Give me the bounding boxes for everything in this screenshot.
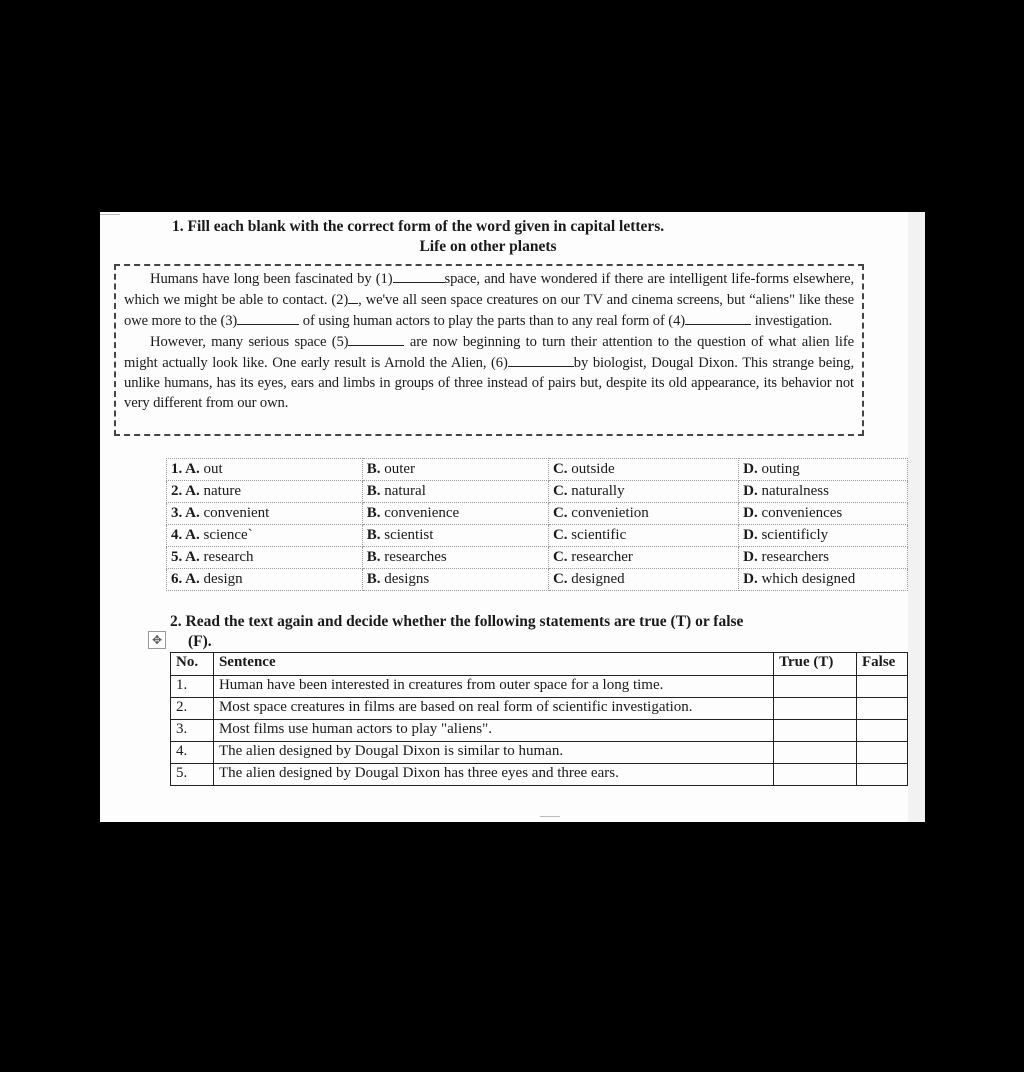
- table-row: [171, 742, 908, 764]
- option-text: scientific: [571, 527, 627, 543]
- option-label: D.: [743, 549, 758, 565]
- column-header-true: True (T): [774, 653, 857, 676]
- option-b: [362, 481, 548, 503]
- option-text: researchers: [761, 549, 829, 565]
- option-label: B.: [366, 505, 381, 521]
- row-number: 3.: [171, 720, 214, 742]
- option-label: C.: [552, 483, 568, 499]
- passage-paragraph-1: [124, 268, 854, 331]
- option-b: [362, 525, 548, 547]
- exercise2-heading-line2: (F).: [188, 633, 212, 650]
- option-text: naturalness: [761, 483, 829, 499]
- option-text: scientist: [384, 527, 434, 543]
- option-label: 3. A.: [171, 505, 200, 521]
- option-text: convenience: [384, 505, 460, 521]
- row-number: 4.: [171, 742, 214, 764]
- table-row: [171, 720, 908, 742]
- reading-passage: [114, 264, 864, 436]
- option-text: natural: [384, 483, 426, 499]
- option-row: [167, 525, 908, 547]
- passage-text: space, and have wondered if there are intelligent life-forms elsewhere, which we might be able to contact. (2): [124, 271, 854, 308]
- true-answer-cell[interactable]: [774, 764, 857, 786]
- true-answer-cell[interactable]: [774, 676, 857, 698]
- column-header-no: No.: [171, 653, 214, 676]
- option-a: [167, 525, 363, 547]
- row-number: 5.: [171, 764, 214, 786]
- option-text: science`: [203, 527, 253, 543]
- move-handle-icon[interactable]: ✥: [148, 631, 166, 649]
- statement-text: Most films use human actors to play "aliens".: [213, 720, 773, 742]
- blank-4: [685, 310, 751, 325]
- option-label: D.: [743, 483, 758, 499]
- option-d: [739, 547, 908, 569]
- option-row: [167, 503, 908, 525]
- option-label: 1. A.: [171, 461, 200, 477]
- option-label: B.: [366, 571, 381, 587]
- blank-5: [348, 331, 404, 346]
- option-c: [548, 569, 738, 591]
- option-label: C.: [552, 527, 568, 543]
- blank-2: [348, 289, 358, 304]
- option-text: scientificly: [761, 527, 829, 543]
- false-answer-cell[interactable]: [856, 764, 907, 786]
- option-label: C.: [552, 549, 568, 565]
- column-header-false: False: [856, 653, 907, 676]
- option-text: naturally: [571, 483, 625, 499]
- option-text: researches: [384, 549, 447, 565]
- passage-paragraph-2: [124, 331, 854, 413]
- option-a: [167, 503, 363, 525]
- exercise2-heading-line1: 2. Read the text again and decide whether the following statements are true (T) or false: [170, 613, 744, 630]
- exercise1-heading: 1. Fill each blank with the correct form of the word given in capital letters.: [172, 218, 665, 235]
- option-label: C.: [552, 461, 568, 477]
- passage-text: , we've all seen space creatures on our TV and cinema screens, but “aliens" like these owe more to the (3): [124, 292, 854, 329]
- option-d: [739, 525, 908, 547]
- option-label: B.: [366, 549, 381, 565]
- blank-3: [237, 310, 299, 325]
- row-number: 2.: [171, 698, 214, 720]
- table-row: [171, 698, 908, 720]
- option-text: researcher: [571, 549, 633, 565]
- option-d: [739, 503, 908, 525]
- option-d: [739, 569, 908, 591]
- passage-text: However, many serious space (5): [150, 334, 349, 350]
- option-label: B.: [366, 527, 381, 543]
- option-label: C.: [552, 571, 568, 587]
- option-a: [167, 459, 363, 481]
- passage-text: investigation.: [754, 313, 833, 329]
- option-c: [548, 547, 738, 569]
- statement-text: Most space creatures in films are based on real form of scientific investigation.: [213, 698, 773, 720]
- true-answer-cell[interactable]: [774, 698, 857, 720]
- option-text: out: [203, 461, 223, 477]
- option-text: convenient: [203, 505, 270, 521]
- document-page: [100, 212, 908, 822]
- option-label: 5. A.: [171, 549, 200, 565]
- option-label: 2. A.: [171, 483, 200, 499]
- option-row: [167, 547, 908, 569]
- table-row: [171, 676, 908, 698]
- statement-text: Human have been interested in creatures from outer space for a long time.: [213, 676, 773, 698]
- option-c: [548, 459, 738, 481]
- option-text: nature: [203, 483, 241, 499]
- statement-text: The alien designed by Dougal Dixon is similar to human.: [213, 742, 773, 764]
- option-label: 4. A.: [171, 527, 200, 543]
- option-text: research: [203, 549, 254, 565]
- true-answer-cell[interactable]: [774, 742, 857, 764]
- option-b: [362, 569, 548, 591]
- option-label: B.: [366, 483, 381, 499]
- option-c: [548, 503, 738, 525]
- page-corner-mark: [100, 214, 120, 215]
- option-label: D.: [743, 505, 758, 521]
- option-label: D.: [743, 571, 758, 587]
- option-a: [167, 569, 363, 591]
- option-text: design: [203, 571, 243, 587]
- option-label: C.: [552, 505, 568, 521]
- option-text: designed: [571, 571, 625, 587]
- false-answer-cell[interactable]: [856, 742, 907, 764]
- option-c: [548, 525, 738, 547]
- passage-title: Life on other planets: [419, 238, 557, 255]
- true-false-table: [170, 652, 908, 786]
- passage-text: are now beginning to turn their attention to the question of what alien life might actually look like. One early result is Arnold the Alien, (6): [124, 334, 854, 371]
- option-row: [167, 459, 908, 481]
- true-answer-cell[interactable]: [774, 720, 857, 742]
- option-text: which designed: [761, 571, 856, 587]
- multiple-choice-table: [166, 458, 908, 591]
- false-answer-cell[interactable]: [856, 676, 907, 698]
- column-header-sentence: Sentence: [213, 653, 773, 676]
- table-header-row: [171, 653, 908, 676]
- page-edge: [908, 212, 925, 822]
- option-row: [167, 569, 908, 591]
- option-label: D.: [743, 527, 758, 543]
- blank-1: [393, 268, 445, 283]
- option-text: outer: [384, 461, 416, 477]
- option-b: [362, 503, 548, 525]
- option-c: [548, 481, 738, 503]
- passage-text: Humans have long been fascinated by (1): [150, 271, 393, 287]
- table-insert-mark: [540, 816, 560, 817]
- passage-text: by biologist, Dougal Dixon. This strange being, unlike humans, has its eyes, ears and limbs in groups of three instead of pairs but, despite its old appearance, its behavior not very different from our own.: [124, 355, 854, 411]
- statement-text: The alien designed by Dougal Dixon has three eyes and three ears.: [213, 764, 773, 786]
- blank-6: [508, 352, 574, 367]
- exercise2-heading: [170, 612, 870, 652]
- table-row: [171, 764, 908, 786]
- option-label: 6. A.: [171, 571, 200, 587]
- row-number: 1.: [171, 676, 214, 698]
- passage-text: of using human actors to play the parts than to any real form of (4): [302, 313, 686, 329]
- option-b: [362, 547, 548, 569]
- option-label: B.: [366, 461, 381, 477]
- option-b: [362, 459, 548, 481]
- option-text: convenietion: [571, 505, 649, 521]
- option-label: D.: [743, 461, 758, 477]
- option-a: [167, 547, 363, 569]
- option-a: [167, 481, 363, 503]
- false-answer-cell[interactable]: [856, 720, 907, 742]
- false-answer-cell[interactable]: [856, 698, 907, 720]
- option-row: [167, 481, 908, 503]
- option-d: [739, 459, 908, 481]
- option-text: outside: [571, 461, 615, 477]
- option-d: [739, 481, 908, 503]
- option-text: conveniences: [761, 505, 843, 521]
- option-text: outing: [761, 461, 800, 477]
- option-text: designs: [384, 571, 430, 587]
